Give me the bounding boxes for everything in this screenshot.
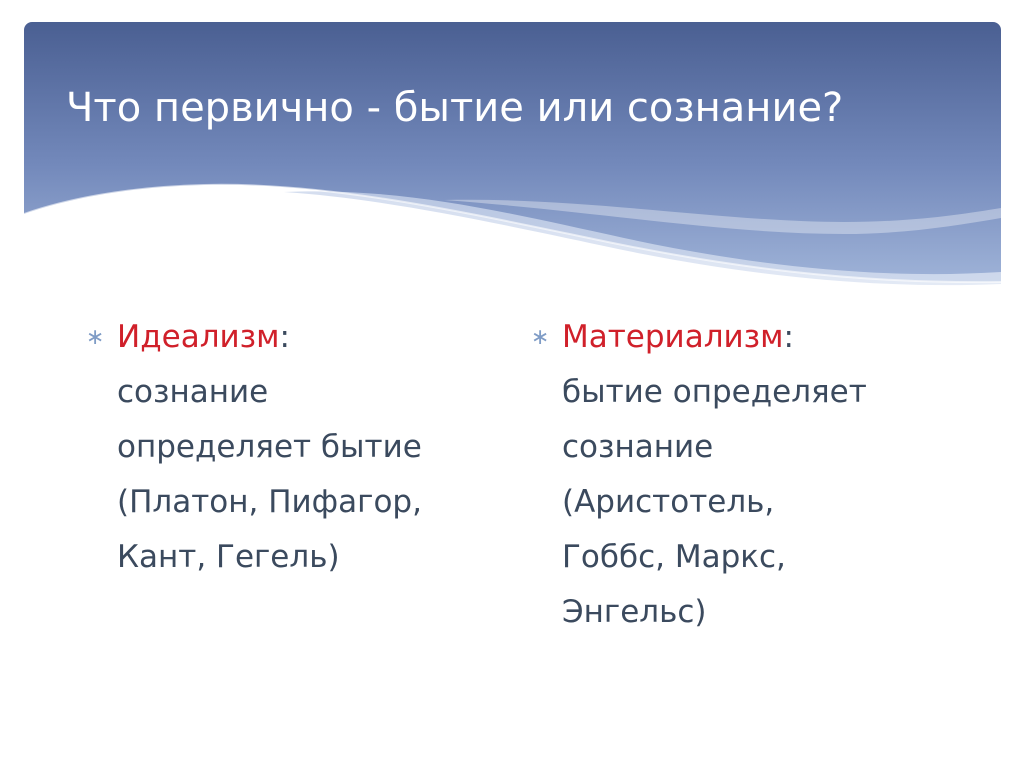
materialism-text xyxy=(562,310,867,640)
materialism-line: сознание xyxy=(562,429,714,465)
idealism-term-label: Идеализм xyxy=(117,319,280,355)
materialism-term-colon: : xyxy=(783,319,794,355)
materialism-term-label: Материализм xyxy=(562,319,784,355)
materialism-line: Гоббс, Маркс, xyxy=(562,539,786,575)
bullet-star-icon: ∗ xyxy=(531,325,550,350)
idealism-line: определяет бытие xyxy=(117,429,422,465)
slide xyxy=(24,22,1001,742)
idealism-line: сознание xyxy=(117,374,269,410)
materialism-line: (Аристотель, xyxy=(562,484,775,520)
slide-title: Что первично - бытие или сознание? xyxy=(66,85,844,131)
idealism-line: (Платон, Пифагор, xyxy=(117,484,422,520)
bullet-star-icon: ∗ xyxy=(86,325,105,350)
header-wave-background xyxy=(24,22,1001,302)
idealism-text xyxy=(117,310,422,585)
idealism-term-colon: : xyxy=(279,319,290,355)
materialism-line: бытие определяет xyxy=(562,374,867,410)
idealism-term xyxy=(117,310,422,365)
materialism-line: Энгельс) xyxy=(562,594,707,630)
idealism-line: Кант, Гегель) xyxy=(117,539,340,575)
materialism-term xyxy=(562,310,867,365)
